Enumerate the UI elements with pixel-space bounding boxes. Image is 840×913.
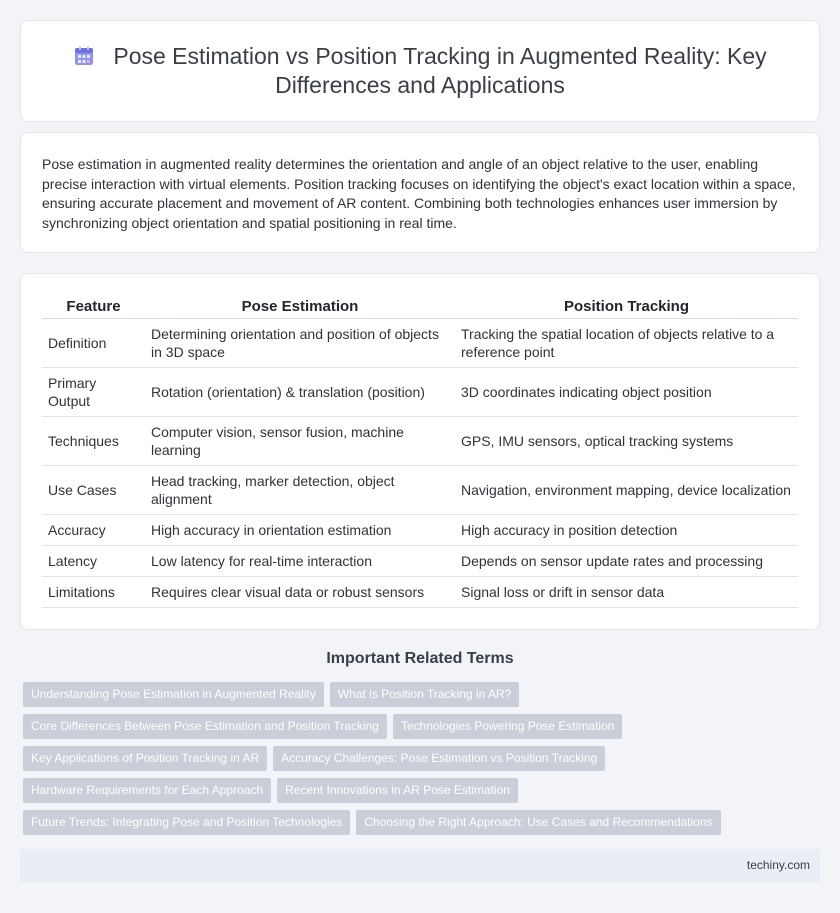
table-row (42, 514, 798, 545)
row-feature: Latency (42, 545, 145, 576)
row-pose-value: High accuracy in orientation estimation (145, 514, 455, 545)
related-term-tag[interactable]: Hardware Requirements for Each Approach (23, 778, 271, 803)
row-feature: Primary Output (42, 367, 145, 416)
related-term-tag[interactable]: Choosing the Right Approach: Use Cases and Recommendations (356, 810, 720, 835)
related-term-tag[interactable]: Future Trends: Integrating Pose and Position Technologies (23, 810, 350, 835)
related-term-tag[interactable]: Core Differences Between Pose Estimation and Position Tracking (23, 714, 387, 739)
page-title-text: Pose Estimation vs Position Tracking in Augmented Reality: Key Differences and Applications (113, 43, 767, 98)
related-term-tag[interactable]: Recent Innovations in AR Pose Estimation (277, 778, 518, 803)
title-card (20, 20, 820, 122)
table-row (42, 465, 798, 514)
row-pose-value: Requires clear visual data or robust sensors (145, 576, 455, 607)
row-position-value: 3D coordinates indicating object position (455, 367, 798, 416)
table-row (42, 318, 798, 367)
comparison-table (42, 296, 798, 608)
related-terms-heading: Important Related Terms (326, 650, 514, 667)
row-position-value: Signal loss or drift in sensor data (455, 576, 798, 607)
table-row (42, 576, 798, 607)
row-position-value: Navigation, environment mapping, device localization (455, 465, 798, 514)
row-position-value: Depends on sensor update rates and processing (455, 545, 798, 576)
row-pose-value: Head tracking, marker detection, object alignment (145, 465, 455, 514)
related-term-tag[interactable]: What is Position Tracking in AR? (330, 682, 519, 707)
row-position-value: Tracking the spatial location of objects relative to a reference point (455, 318, 798, 367)
table-row (42, 367, 798, 416)
header-pose-estimation: Pose Estimation (145, 296, 455, 318)
related-terms-list (23, 682, 823, 842)
header-position-tracking: Position Tracking (455, 296, 798, 318)
related-term-tag[interactable]: Technologies Powering Pose Estimation (393, 714, 622, 739)
row-position-value: High accuracy in position detection (455, 514, 798, 545)
related-term-tag[interactable]: Key Applications of Position Tracking in AR (23, 746, 267, 771)
comparison-card (20, 273, 820, 630)
related-term-tag[interactable]: Accuracy Challenges: Pose Estimation vs Position Tracking (273, 746, 605, 771)
row-feature: Use Cases (42, 465, 145, 514)
page-title (61, 42, 779, 100)
row-position-value: GPS, IMU sensors, optical tracking systems (455, 416, 798, 465)
intro-card (20, 132, 820, 253)
row-pose-value: Determining orientation and position of objects in 3D space (145, 318, 455, 367)
row-feature: Techniques (42, 416, 145, 465)
row-pose-value: Low latency for real-time interaction (145, 545, 455, 576)
header-feature: Feature (42, 296, 145, 318)
row-feature: Definition (42, 318, 145, 367)
row-feature: Limitations (42, 576, 145, 607)
intro-paragraph: Pose estimation in augmented reality determines the orientation and angle of an object relative to the user, enabling precise interaction with virtual elements. Position tracking focuses on identifying the object's exact location within a space, ensuring accurate placement and movement of AR content. Combining both technologies enhances user immersion by synchronizing object orientation and spatial positioning in real time. (42, 156, 796, 231)
row-pose-value: Rotation (orientation) & translation (position) (145, 367, 455, 416)
row-pose-value: Computer vision, sensor fusion, machine learning (145, 416, 455, 465)
footer (20, 849, 820, 882)
table-row (42, 416, 798, 465)
table-row (42, 545, 798, 576)
row-feature: Accuracy (42, 514, 145, 545)
footer-site-name: techiny.com (746, 858, 810, 872)
table-header-row (42, 296, 798, 318)
calendar-icon (73, 45, 95, 67)
related-term-tag[interactable]: Understanding Pose Estimation in Augmented Reality (23, 682, 324, 707)
